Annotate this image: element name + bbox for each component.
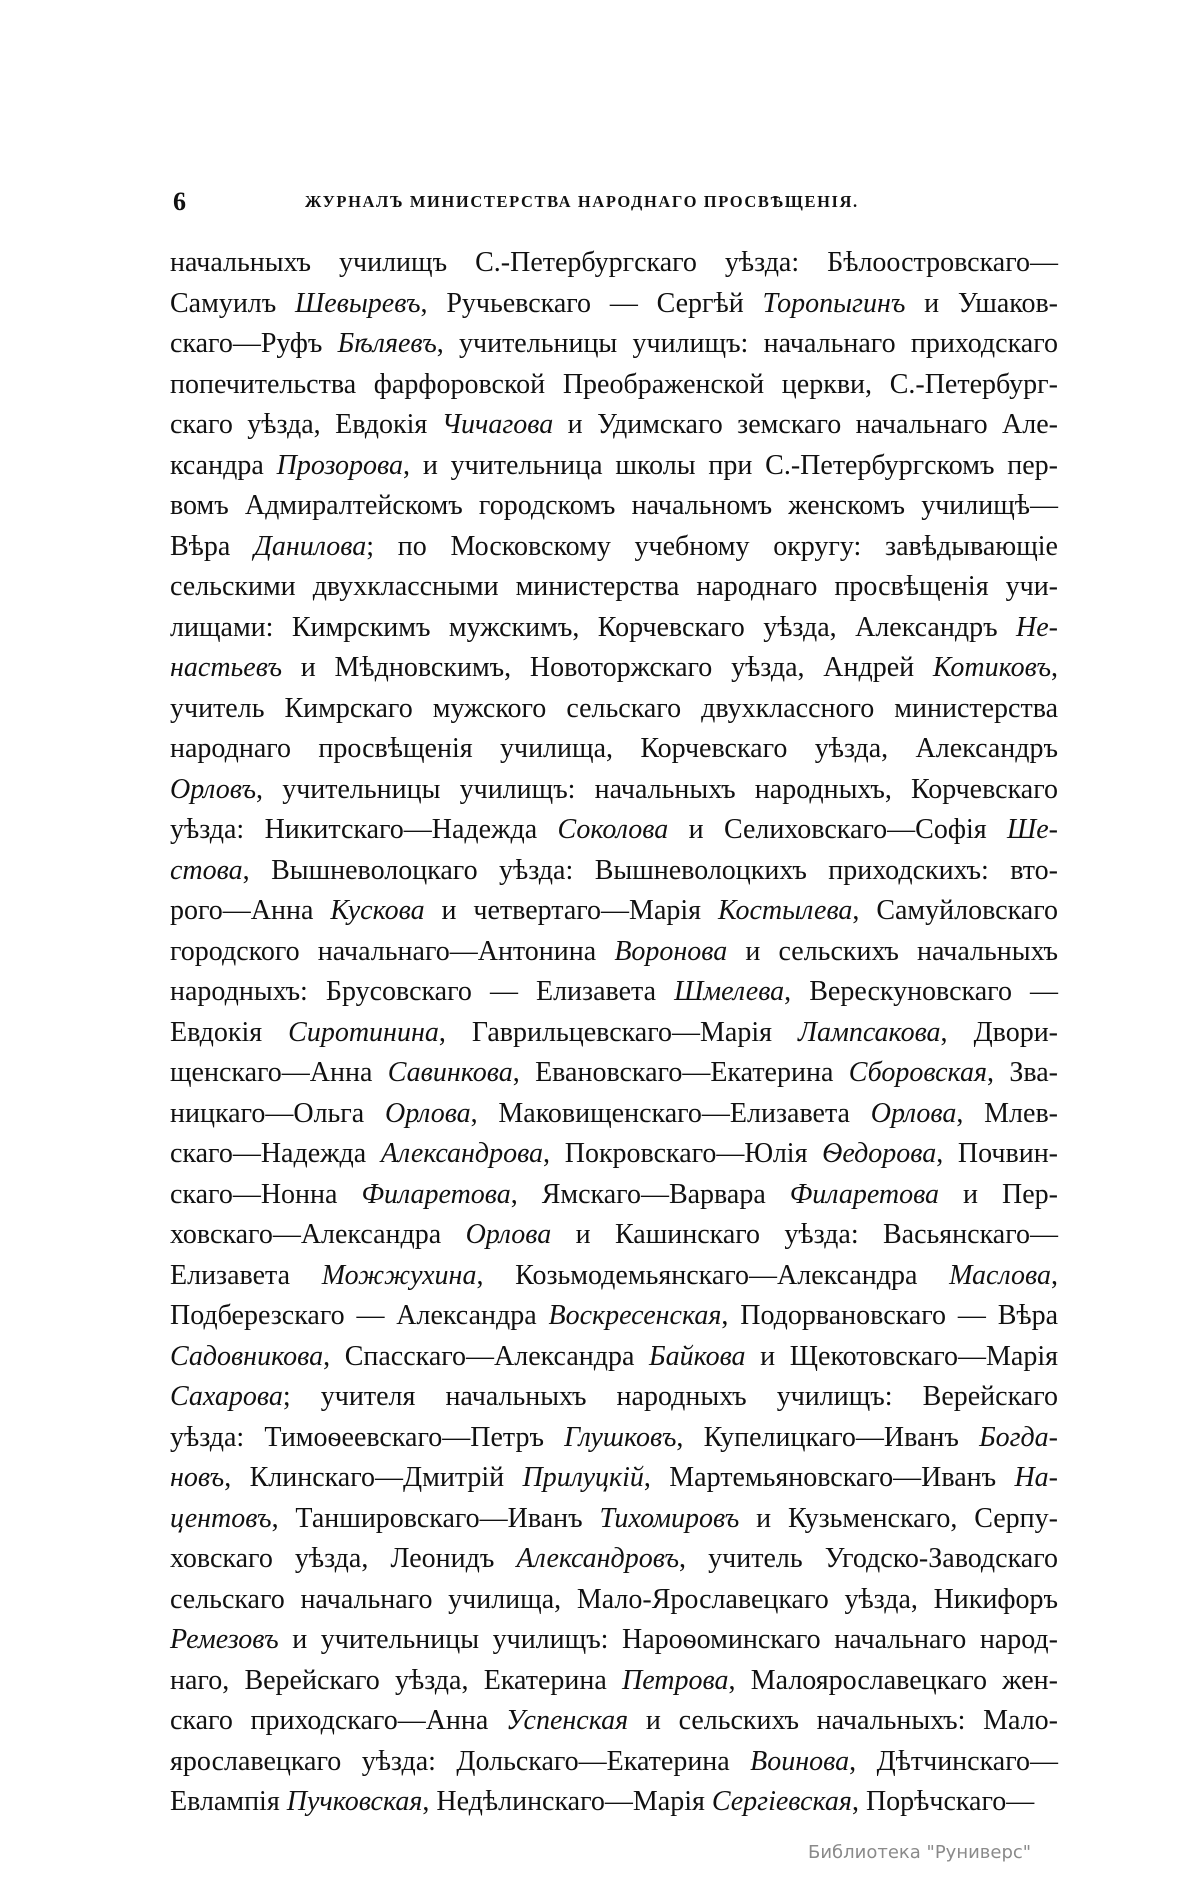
- text-line: наго, Верейскаго уѣзда, Екатерина Петрова, Малоярославецкаго жен-: [170, 1664, 1058, 1696]
- text-line: уѣзда: Никитскаго—Надежда Соколова и Селиховскаго—Софія Ше-: [170, 814, 1058, 845]
- text-line: Орловъ, учительницы училищъ: начальныхъ народныхъ, Корчевскаго: [170, 773, 1058, 805]
- text-line: скаго приходскаго—Анна Успенская и сельскихъ начальныхъ: Мало-: [170, 1705, 1058, 1736]
- text-line: ховскаго—Александра Орлова и Кашинскаго уѣзда: Васьянскаго—: [170, 1219, 1058, 1250]
- text-line: центовъ, Таншировскаго—Иванъ Тихомировъ и Кузьменскаго, Серпу-: [170, 1502, 1058, 1534]
- text-line: городского начальнаго—Антонина Воронова и сельскихъ начальныхъ: [170, 935, 1058, 967]
- text-line: начальныхъ училищъ С.-Петербургскаго уѣзда: Бѣлоостровскаго—: [170, 247, 1058, 278]
- text-line: народнаго просвѣщенія училища, Корчевскаго уѣзда, Александръ: [170, 733, 1058, 764]
- text-line: попечительства фарфоровской Преображенской церкви, С.-Петербург-: [170, 368, 1058, 400]
- text-line: Садовникова, Спасскаго—Александра Байкова и Щекотовскаго—Марія: [170, 1340, 1058, 1372]
- text-line: ксандра Прозорова, и учительница школы при С.-Петербургскомъ пер-: [170, 449, 1058, 481]
- running-title: ЖУРНАЛЪ МИНИСТЕРСТВА НАРОДНАГО ПРОСВѢЩЕНІЯ.: [305, 192, 859, 211]
- text-line: сельскаго начальнаго училища, Мало-Ярославецкаго уѣзда, Никифоръ: [170, 1583, 1058, 1615]
- text-line: вомъ Адмиралтейскомъ городскомъ начальномъ женскомъ училищѣ—: [170, 490, 1058, 521]
- text-line: скаго уѣзда, Евдокія Чичагова и Удимскаго земскаго начальнаго Але-: [170, 409, 1059, 440]
- text-line: стова, Вышневолоцкаго уѣзда: Вышневолоцкихъ приходскихъ: вто-: [170, 854, 1058, 886]
- text-line: Сахарова; учителя начальныхъ народныхъ училищъ: Верейскаго: [170, 1381, 1058, 1412]
- text-line: сельскими двухклассными министерства народнаго просвѣщенія учи-: [170, 571, 1058, 602]
- text-line: ницкаго—Ольга Орлова, Маковищенскаго—Елизавета Орлова, Млев-: [170, 1097, 1058, 1129]
- text-line: новъ, Клинскаго—Дмитрій Прилуцкій, Мартемьяновскаго—Иванъ На-: [170, 1462, 1058, 1493]
- text-line: ховскаго уѣзда, Леонидъ Александровъ, учитель Угодско-Заводскаго: [170, 1543, 1058, 1574]
- text-line: рого—Анна Кускова и четвертаго—Марія Костылева, Самуйловскаго: [170, 895, 1058, 926]
- text-line: скаго—Надежда Александрова, Покровскаго—Юлія Ѳедорова, Почвин-: [170, 1138, 1059, 1169]
- page-number: 6: [173, 187, 186, 216]
- text-line: Елизавета Можжухина, Козьмодемьянскаго—Александра Маслова,: [170, 1259, 1058, 1291]
- text-line: Вѣра Данилова; по Московскому учебному округу: завѣдывающіе: [170, 530, 1058, 562]
- text-line: Подберезскаго — Александра Воскресенская, Подорвановскаго — Вѣра: [170, 1300, 1058, 1331]
- library-watermark: Библиотека "Руниверс": [808, 1842, 1032, 1863]
- text-line: народныхъ: Брусовскаго — Елизавета Шмелева, Верескуновскаго —: [170, 976, 1058, 1007]
- body-text: [170, 243, 1058, 1823]
- text-line: Ремезовъ и учительницы училищъ: Нароѳоминскаго начальнаго народ-: [170, 1624, 1058, 1655]
- text-line: скаго—Руфъ Бѣляевъ, учительницы училищъ: начальнаго приходскаго: [170, 328, 1058, 359]
- text-line: уѣзда: Тимоѳеевскаго—Петръ Глушковъ, Купелицкаго—Иванъ Богда-: [170, 1421, 1058, 1453]
- text-line: ярославецкаго уѣзда: Дольскаго—Екатерина Воинова, Дѣтчинскаго—: [170, 1745, 1058, 1777]
- text-line: лищами: Кимрскимъ мужскимъ, Корчевскаго уѣзда, Александръ Не-: [170, 611, 1058, 643]
- text-line: скаго—Нонна Филаретова, Ямскаго—Варвара Филаретова и Пер-: [170, 1178, 1058, 1210]
- text-line: Евлампія Пучковская, Недѣлинскаго—Марія Сергіевская, Порѣчскаго—: [170, 1786, 1035, 1817]
- text-line: учитель Кимрскаго мужского сельскаго двухклассного министерства: [170, 692, 1058, 724]
- text-line: Евдокія Сиротинина, Гаврильцевскаго—Марія Лампсакова, Двори-: [170, 1016, 1058, 1048]
- text-line: щенскаго—Анна Савинкова, Евановскаго—Екатерина Сборовская, Зва-: [170, 1057, 1058, 1088]
- text-line: Самуилъ Шевыревъ, Ручьевскаго — Сергѣй Торопыгинъ и Ушаков-: [170, 287, 1059, 319]
- text-line: настьевъ и Мѣдновскимъ, Новоторжскаго уѣзда, Андрей Котиковъ,: [170, 652, 1058, 683]
